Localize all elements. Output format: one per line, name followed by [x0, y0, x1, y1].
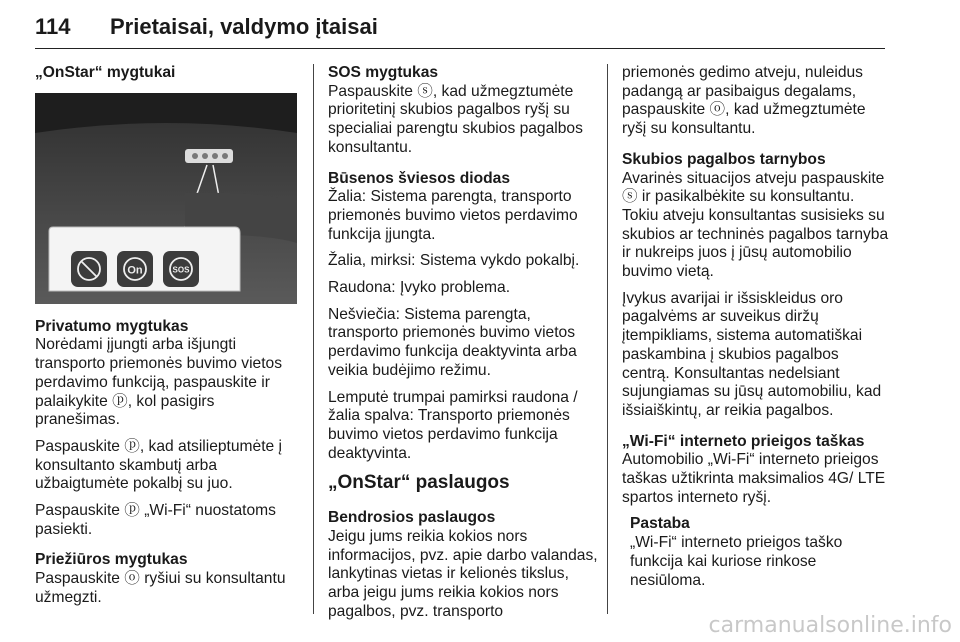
- service-paragraph: Paspauskite ⓞ ryšiui su konsultantu užmegzti.: [35, 570, 286, 606]
- page-header: [35, 14, 885, 46]
- emergency-heading: Skubios pagalbos tarnybos: [622, 150, 826, 168]
- note-text: „Wi-Fi“ interneto prieigos taško funkcija kai kuriose rinkose nesiūloma.: [630, 534, 843, 589]
- privacy-paragraph: Norėdami įjungti arba išjungti transporto priemonės buvimo vietos perdavimo funkciją, paspauskite ir palaikykite ⓟ, kol pasigirs pranešimas.: [35, 336, 283, 429]
- status-paragraph: Lemputė trumpai pamirksi raudona / žalia spalva: Transporto priemonės buvimo vietos perdavimo funkcija deaktyvinta.: [328, 388, 578, 462]
- emergency-paragraph: Įvykus avarijai ir išsiskleidus oro pagalvėms ar suveikus diržų įtempikliams, sistema automatiškai paskambina į skubios pagalbos centrą. Konsultantas nedelsiant sujungiamas su jūsų automobiliu, kad išsiaiškintų, ar reikia pagalbos.: [622, 289, 882, 419]
- emergency-paragraph: Avarinės situacijos atveju paspauskite ⓢ ir pasikalbėkite su konsultantu. Tokiu atveju konsultantas susisieks su skubios ar techninės pagalbos tarnyba ir nukreips juos į jūsų automobilio buvimo vietą.: [622, 169, 889, 281]
- page-number: 114: [35, 14, 71, 39]
- section-title: „OnStar“ mygtukai: [35, 64, 176, 81]
- watermark: carmanualsonline.info: [708, 613, 952, 638]
- status-paragraph: Žalia, mirksi: Sistema vykdo pokalbį.: [328, 252, 580, 270]
- status-paragraph: Nešviečia: Sistema parengta, transporto priemonės buvimo vietos perdavimo funkcija deaktyvinta arba veikia budėjimo režimu.: [328, 305, 577, 379]
- privacy-paragraph: Paspauskite ⓟ „Wi-Fi“ nuostatoms pasiekti.: [35, 502, 276, 538]
- note-label: Pastaba: [630, 515, 690, 533]
- onstar-panel-svg: [35, 93, 297, 304]
- on-button-label: On: [127, 264, 143, 277]
- general-services-heading: Bendrosios paslaugos: [328, 509, 496, 527]
- sos-button-label: SOS: [172, 265, 190, 275]
- general-services-paragraph: Jeigu jums reikia kokios nors informacijos, pvz. apie darbo valandas, lankytinas vietas ir kelionės tikslus, arba jeigu jums reikia kokios nors pagalbos, pvz. transporto: [328, 528, 598, 620]
- page-title: Prietaisai, valdymo įtaisai: [110, 14, 378, 39]
- service-heading: Priežiūros mygtukas: [35, 551, 188, 569]
- note-box: [630, 515, 890, 590]
- column-1: [35, 64, 300, 616]
- privacy-paragraph: Paspauskite ⓟ, kad atsilieptumėte į konsultanto skambutį arba užbaigtumėte pokalbį su juo.: [35, 437, 283, 493]
- onstar-buttons-illustration: [35, 93, 297, 304]
- sos-paragraph: Paspauskite ⓢ, kad užmegztumėte prioritetinį skubios pagalbos ryšį su specialiai parengtu skubios pagalbos konsultantu.: [328, 82, 583, 156]
- column-2: [328, 64, 600, 630]
- status-paragraph: Žalia: Sistema parengta, transporto priemonės buvimo vietos perdavimo funkcija įjungta.: [328, 188, 578, 243]
- sos-heading: SOS mygtukas: [328, 64, 439, 81]
- header-rule: [35, 48, 885, 49]
- status-led-heading: Būsenos šviesos diodas: [328, 169, 510, 187]
- wifi-paragraph: Automobilio „Wi-Fi“ interneto prieigos taškas užtikrinta maksimalios 4G/ LTE spartos interneto ryšį.: [622, 451, 886, 506]
- column-3: [622, 64, 890, 598]
- status-paragraph: Raudona: Įvyko problema.: [328, 279, 511, 297]
- services-title: „OnStar“ paslaugos: [328, 472, 510, 494]
- column-divider: [607, 64, 608, 614]
- privacy-heading: Privatumo mygtukas: [35, 317, 189, 335]
- wifi-heading: „Wi-Fi“ interneto prieigos taškas: [622, 432, 865, 450]
- continued-paragraph: priemonės gedimo atveju, nuleidus padangą ar pasibaigus degalams, paspauskite ⓞ, kad užmegztumėte ryšį su konsultantu.: [622, 64, 866, 138]
- column-divider: [313, 64, 314, 614]
